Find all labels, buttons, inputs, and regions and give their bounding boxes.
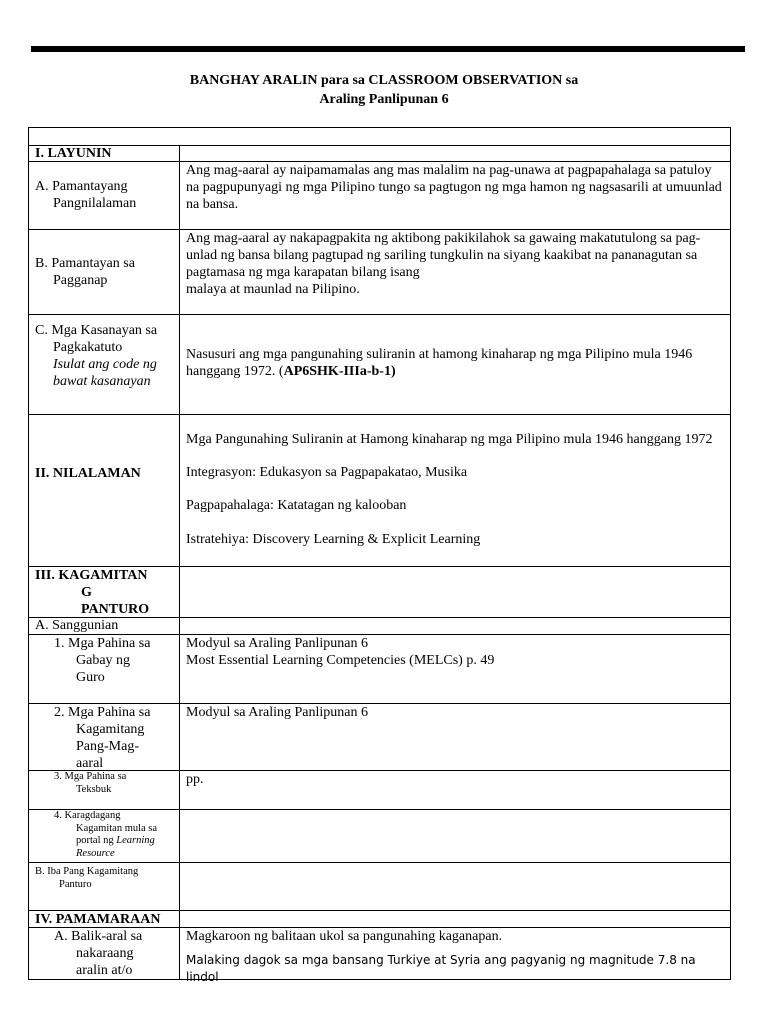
row-content: Modyul sa Araling Panlipunan 6: [186, 705, 368, 720]
table-row-kagamitang-pang-mag-aaral: [28, 704, 731, 771]
row-label: B. Pamantayan sa Pagganap: [29, 230, 180, 314]
competency-code: AP6SHK-IIIa-b-1): [283, 364, 396, 379]
top-rule: [31, 46, 745, 52]
row-content: Mga Pangunahing Suliranin at Hamong kinaharap ng mga Pilipino mula 1946 hanggang 1972 Integrasyon: Edukasyon sa Pagpapakatao, Musika Pagpapahalaga: Katatagan ng kalooban Istratehiya: Discovery Learning & Explicit Learning: [186, 432, 713, 547]
row-label: 1. Mga Pahina sa Gabay ng Guro: [29, 635, 180, 703]
table-row-kagamitan: [28, 567, 731, 618]
row-content: Ang mag-aaral ay naipamamalas ang mas malalim na pag-unawa at pagpapahalaga sa patuloy na pagpupunyagi ng mga Pilipino tungo sa pagtugon ng mga hamon ng nagsasarili at umuunlad na bansa.: [186, 163, 722, 212]
section-heading-nilalaman: II. NILALAMAN: [35, 466, 141, 481]
section-heading-kagamitan: III. KAGAMITAN G PANTURO: [29, 567, 180, 617]
table-row-balik-aral: [28, 928, 731, 984]
row-content: Modyul sa Araling Panlipunan 6 Most Essential Learning Competencies (MELCs) p. 49: [186, 636, 495, 668]
table-row-kasanayan: [28, 315, 731, 415]
table-row-sanggunian: [28, 618, 731, 635]
table-row-pamamaraan: [28, 911, 731, 928]
row-content: Magkaroon ng balitaan ukol sa pangunahing kaganapan. Malaking dagok sa mga bansang Turkiye at Syria ang pagyanig ng magnitude 7.8 na lindol: [186, 929, 696, 984]
row-label: [29, 415, 180, 566]
table-row-nilalaman: [28, 415, 731, 567]
document-subtitle: Araling Panlipunan 6: [319, 92, 449, 107]
table-row-gabay-ng-guro: [28, 635, 731, 704]
row-label: A. Pamantayang Pangnilalaman: [29, 162, 180, 229]
table-row-layunin: [28, 146, 731, 162]
row-label: 4. Karagdagang Kagamitan mula sa portal ng Learning Resource: [29, 810, 180, 862]
row-label: C. Mga Kasanayan sa Pagkakatuto Isulat ang code ng bawat kasanayan: [29, 315, 180, 414]
section-heading-layunin: I. LAYUNIN: [29, 146, 180, 161]
row-label: A. Balik-aral sa nakaraang aralin at/o: [29, 928, 180, 979]
document-title: BANGHAY ARALIN para sa CLASSROOM OBSERVATION sa: [189, 73, 579, 88]
row-label: 3. Mga Pahina sa Teksbuk: [29, 771, 180, 809]
table-row-karagdagang-kagamitan: [28, 810, 731, 863]
row-content: Nasusuri ang mga pangunahing suliranin at hamong kinaharap ng mga Pilipino mula 1946 hanggang 1972. (AP6SHK-IIIa-b-1): [186, 347, 693, 379]
table-row-pamantayang-pangnilalaman: [28, 162, 731, 230]
table-row-iba-pang-kagamitan: [28, 863, 731, 911]
table-row-empty: [28, 127, 731, 146]
table-row-pamantayan-sa-pagganap: [28, 230, 731, 315]
row-label: B. Iba Pang Kagamitang Panturo: [29, 863, 180, 910]
table-row-teksbuk: [28, 771, 731, 810]
row-content: Ang mag-aaral ay nakapagpakita ng aktibong pakikilahok sa gawaing makatutulong sa pag-unlad ng bansa bilang pagtupad ng sariling tungkulin na siyang kaakibat na pananagutan sa pagtamasa ng mga karapatan bilang isang malaya at maunlad na Pilipino.: [186, 231, 701, 297]
row-label: A. Sanggunian: [29, 618, 180, 634]
row-label: 2. Mga Pahina sa Kagamitang Pang-Mag- aaral: [29, 704, 180, 770]
row-content: pp.: [186, 772, 204, 787]
section-heading-pamamaraan: IV. PAMAMARAAN: [29, 911, 180, 927]
